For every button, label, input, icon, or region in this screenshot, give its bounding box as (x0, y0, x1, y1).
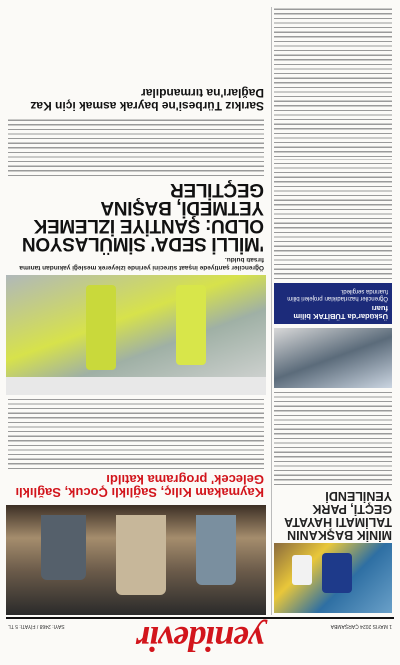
park-headline: MİNİK BAŞKANIN TALİMATI HAYATA GEÇTİ, PARK YENİLENDİ (284, 489, 392, 542)
left-column (271, 7, 394, 615)
park-photo (274, 543, 392, 613)
main-article-text (8, 116, 264, 176)
left-article-text-2 (274, 7, 392, 157)
masthead-left-strap: 1 MAYIS 2024 ÇARŞAMBA (330, 623, 392, 629)
science-fair-teaser (274, 283, 392, 324)
main-headline: 'MİLLİ SEDA' SİMÜLASYON OLDU: ŞANTİYE İZLEMEK YETMEDİ, BAŞINA GEÇTİLER (22, 179, 264, 254)
teaser-text: Öğrenciler hazırladıkları projeleri bilim fuarında sergiledi. (287, 288, 388, 301)
kaymakam-article-text (8, 399, 264, 469)
construction-site-photo (6, 275, 266, 395)
main-area (6, 7, 266, 615)
kaymakam-headline: Kaymakam Kılıç, Sağlıklı Çocuk, Sağlıklı Gelecek' programa katıldı (15, 472, 264, 500)
masthead-right-strap: SAYI: 2468 / FİYATI: 5 TL (8, 623, 65, 629)
teaser-title: Üsküdar'da TÜBİTAK bilim fuarı (293, 304, 388, 321)
masthead (6, 617, 394, 659)
main-deck: Öğrenciler şantiyede inşaat sürecini yerinde izleyerek mesleği yakından tanıma fırsatı buldu. (19, 256, 264, 271)
newspaper-logo: yenidevir (137, 619, 264, 659)
students-photo (6, 505, 266, 615)
kaz-daglari-headline: Sarıkız Türbesi'ne bayrak asmak için Kaz Dağları'na tırmandılar (30, 86, 264, 113)
left-article-text (274, 159, 392, 279)
fair-photo (274, 328, 392, 388)
park-article-text (274, 390, 392, 485)
